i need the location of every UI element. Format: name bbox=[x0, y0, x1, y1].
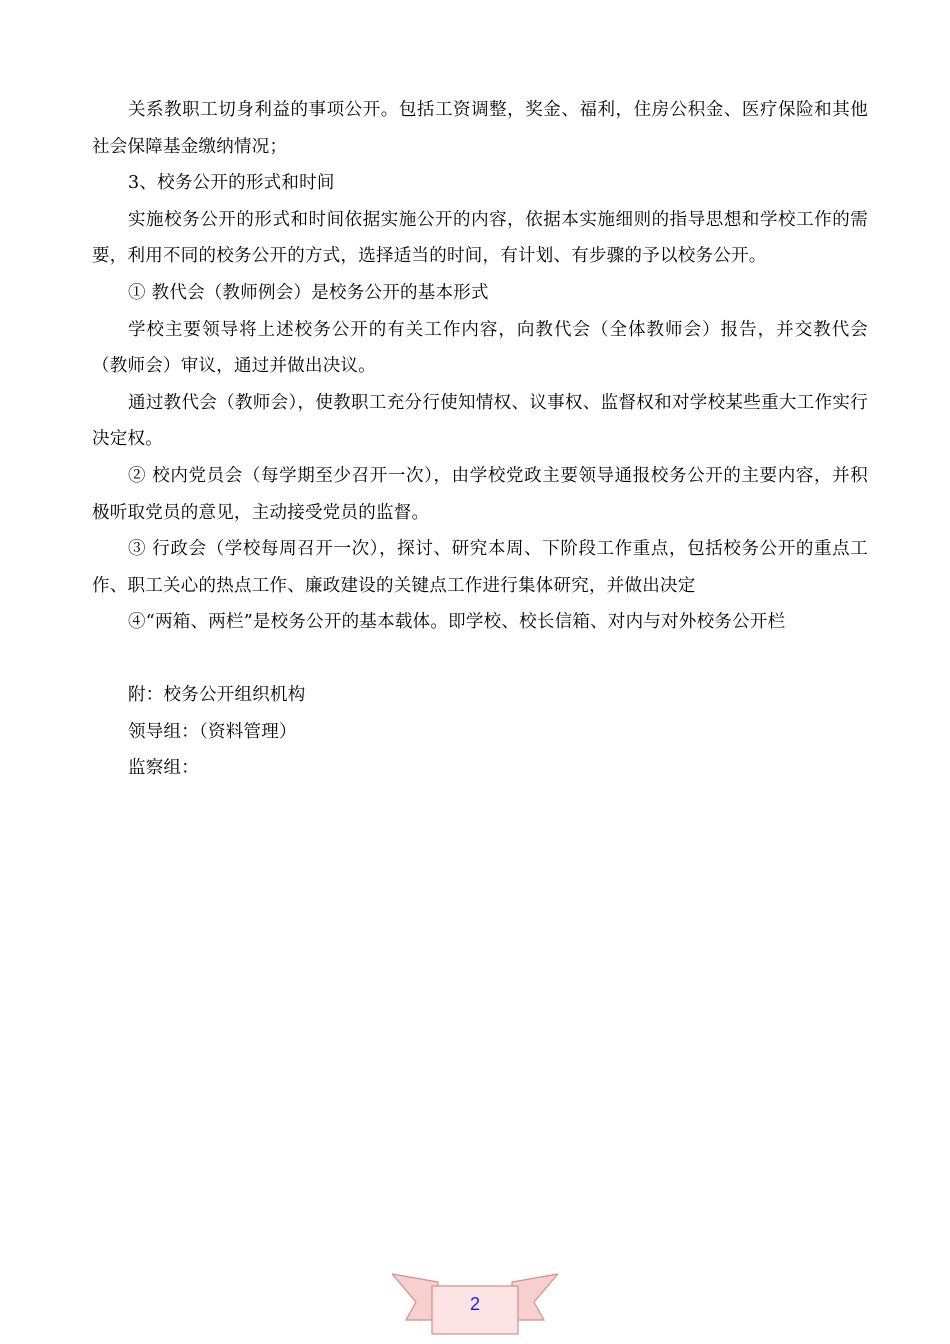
blank-line bbox=[92, 641, 868, 677]
list-item: ④“两箱、两栏”是校务公开的基本载体。即学校、校长信箱、对内与对外校务公开栏 bbox=[128, 612, 786, 633]
page-number: 2 bbox=[469, 1294, 480, 1314]
list-item-heading: ① 教代会（教师例会）是校务公开的基本形式 bbox=[128, 282, 489, 303]
document-body bbox=[92, 92, 868, 787]
paragraph: 实施校务公开的形式和时间依据实施公开的内容，依据本实施细则的指导思想和学校工作的需要，利用不同的校务公开的方式，选择适当的时间，有计划、有步骤的予以校务公开。 bbox=[92, 209, 868, 267]
supervision-group-label: 监察组： bbox=[128, 758, 199, 779]
list-item: ③ 行政会（学校每周召开一次），探讨、研究本周、下阶段工作重点，包括校务公开的重点工作、职工关心的热点工作、廉政建设的关键点工作进行集体研究，并做出决定 bbox=[92, 539, 868, 596]
appendix-title: 附：校务公开组织机构 bbox=[128, 684, 306, 705]
paragraph: 学校主要领导将上述校务公开的有关工作内容，向教代会（全体教师会）报告，并交教代会（教师会）审议，通过并做出决议。 bbox=[92, 319, 868, 377]
paragraph: 通过教代会（教师会），使教职工充分行使知情权、议事权、监督权和对学校某些重大工作实行决定权。 bbox=[92, 392, 868, 450]
paragraph: 关系教职工切身利益的事项公开。包括工资调整，奖金、福利，住房公积金、医疗保险和其他社会保障基金缴纳情况； bbox=[92, 100, 868, 157]
section-heading: 3、校务公开的形式和时间 bbox=[128, 173, 335, 194]
list-item: ② 校内党员会（每学期至少召开一次），由学校党政主要领导通报校务公开的主要内容，并积极听取党员的意见，主动接受党员的监督。 bbox=[92, 465, 868, 523]
leader-group-label: 领导组：（资料管理） bbox=[128, 721, 297, 742]
